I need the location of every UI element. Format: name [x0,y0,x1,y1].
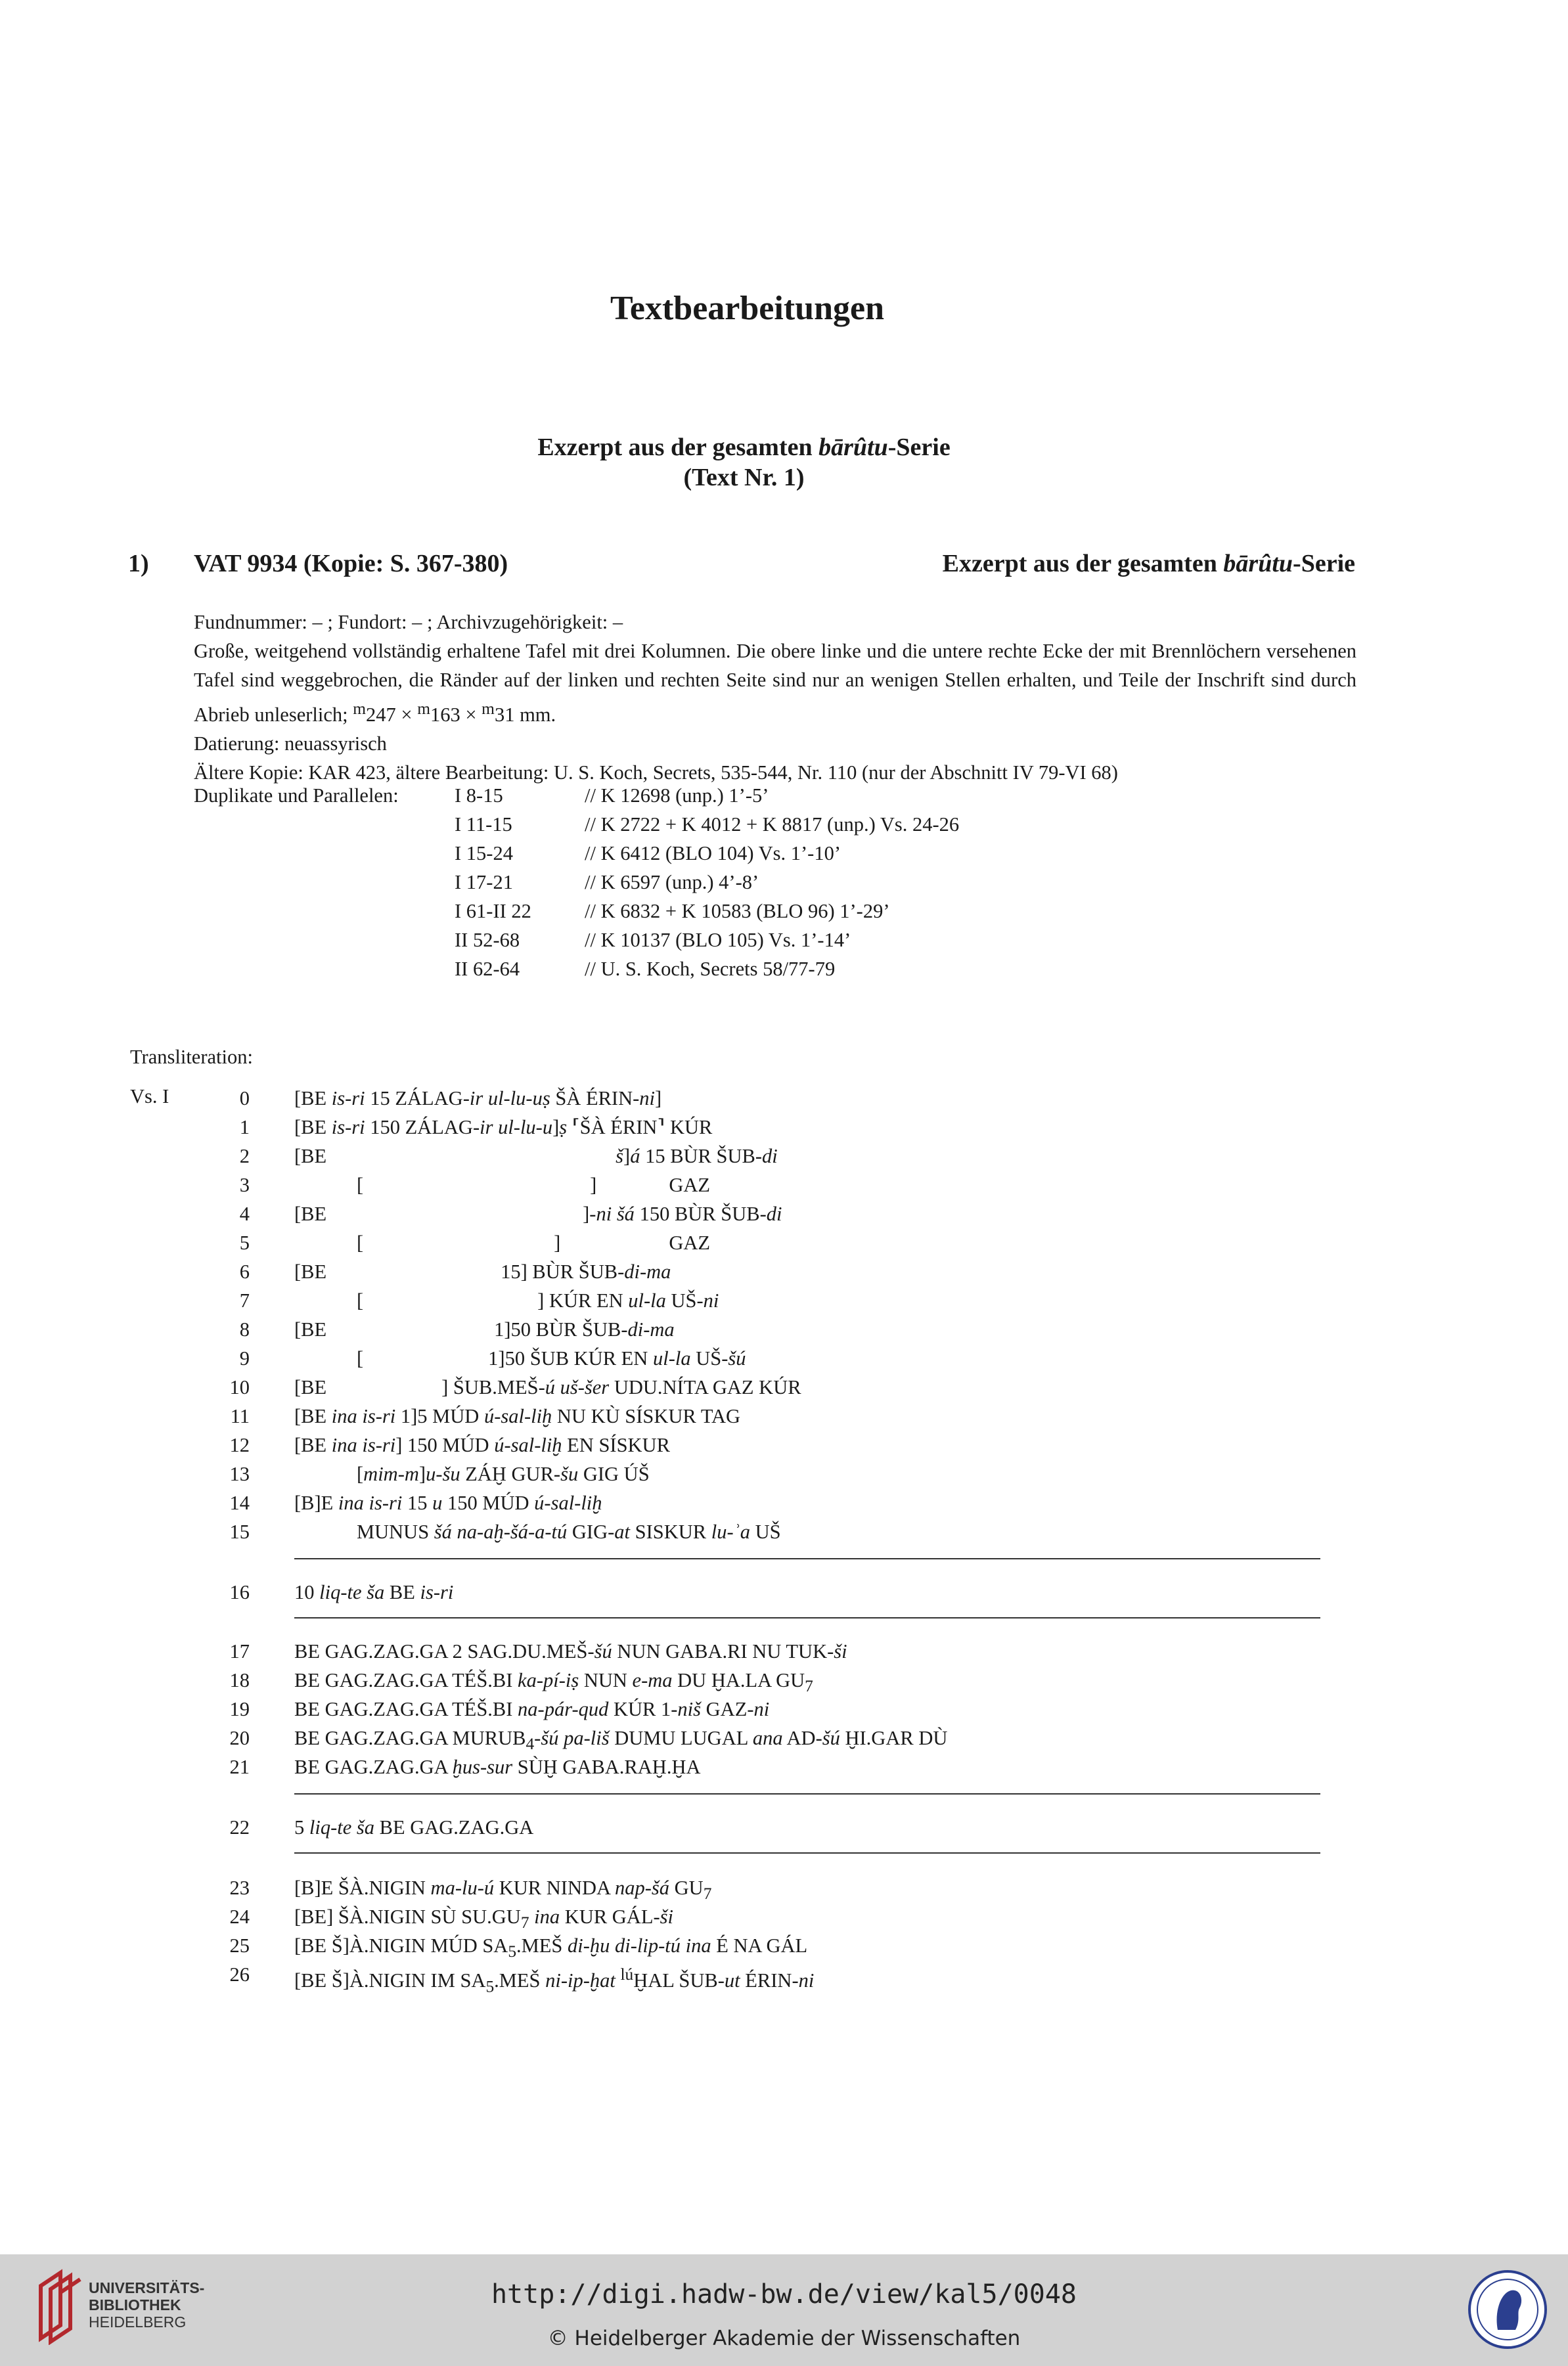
line-text: [BE 1]50 BÙR ŠUB-di-ma [294,1318,675,1341]
line-number: 23 [229,1877,250,1899]
duplicate-reference: // U. S. Koch, Secrets 58/77-79 [585,958,836,980]
line-text: [BE 15] BÙR ŠUB-di-ma [294,1261,671,1283]
line-text: BE GAG.ZAG.GA TÉŠ.BI na-pár-qud KÚR 1-niš GAZ-ni [294,1698,770,1720]
duplicate-reference: // K 6832 + K 10583 (BLO 96) 1’-29’ [585,900,890,922]
line-text: 5 liq-te ša BE GAG.ZAG.GA [294,1816,534,1839]
entry-number: 1) [128,550,149,577]
line-number: 2 [239,1145,250,1167]
line-number: 14 [229,1492,250,1514]
line-text: [BE] ŠÀ.NIGIN SÙ $SU.GU_7$ ina KUR GÁL-ši [294,1906,673,1932]
line-number: 25 [229,1934,250,1957]
line-number: 26 [229,1963,250,1986]
line-text: BE GAG.ZAG.GA ḫus-sur SÙḪ GABA.RAḪ.ḪA [294,1756,701,1778]
section-subtitle: Exzerpt aus der gesamten bārûtu-Serie (Text Nr. 1) [537,434,951,491]
description-block [194,608,1356,787]
line-number: 5 [239,1232,250,1254]
source-url[interactable]: http://digi.hadw-bw.de/view/kal5/0048 [491,2279,1077,2310]
line-number: 18 [229,1669,250,1691]
duplicate-reference: // K 2722 + K 4012 + K 8817 (unp.) Vs. 24-26 [585,813,960,836]
line-number: 13 [229,1463,250,1485]
line-text: 10 liq-te ša BE is-ri [294,1581,454,1603]
line-text: [BE ]-ni šá 150 BÙR ŠUB-di [294,1203,782,1225]
line-text: [ ] KÚR EN ul-la UŠ-ni [357,1289,719,1312]
transliteration-label: Transliteration: [130,1046,253,1068]
duplicate-range: I 17-21 [455,871,513,893]
duplicate-reference: // K 6597 (unp.) 4’-8’ [585,871,759,893]
entry-title: VAT 9934 (Kopie: S. 367-380) [194,550,508,577]
line-number: 20 [229,1727,250,1749]
line-text: [BE Š]À.NIGIN MÚD $SA_5.MEŠ$ di-ḫu di-lip-tú ina É NA GÁL [294,1934,808,1961]
line-text: [mim-m]u-šu ZÁḪ GUR-šu GIG ÚŠ [357,1463,650,1485]
line-text: BE GAG.ZAG.GA $MURUB_4-šú$ pa-liš DUMU LUGAL ana AD-šú ḪI.GAR DÙ [294,1727,948,1754]
line-number: 1 [239,1116,250,1138]
section-rule [294,1617,1320,1618]
line-number: 4 [239,1203,250,1225]
line-number: 8 [239,1318,250,1341]
line-text: [ ] GAZ [357,1232,711,1254]
library-name: UNIVERSITÄTS- BIBLIOTHEK HEIDELBERG [89,2279,205,2331]
older-copy: Ältere Kopie: KAR 423, ältere Bearbeitung: U. S. Koch, Secrets, 535-544, Nr. 110 (nur der Abschnitt IV 79-VI 68) [194,761,1118,784]
academy-seal-icon [1468,2267,1547,2352]
line-text: [BE ] ŠUB.MEŠ-ú uš-šer UDU.NÍTA GAZ KÚR [294,1376,801,1398]
line-number: 7 [239,1289,250,1312]
line-number: 19 [229,1698,250,1720]
line-text: [ ] GAZ [357,1174,711,1196]
line-number: 15 [229,1521,250,1543]
line-number: 21 [229,1756,250,1778]
line-text: MUNUS šá na-aḫ-šá-a-tú GIG-at SISKUR lu-ʾa UŠ [357,1521,781,1543]
duplicate-range: I 11-15 [455,813,512,836]
duplicate-range: I 8-15 [455,784,503,807]
line-text: [B]E ŠÀ.NIGIN ma-lu-ú KUR NINDA nap-šá $GU_7$ [294,1877,712,1904]
duplicate-reference: // K 12698 (unp.) 1’-5’ [585,784,769,807]
line-number: 24 [229,1906,250,1928]
page-title: Textbearbeitungen [610,290,884,327]
duplicate-range: I 15-24 [455,842,513,864]
section-rule [294,1852,1320,1854]
line-text: [BE is-ri 150 ZÁLAG-ir ul-lu-u]ṣ ⸢ŠÀ ÉRIN⸣ KÚR [294,1116,713,1138]
line-text: BE GAG.ZAG.GA TÉŠ.BI ka-pí-iṣ NUN e-ma DU ḪA.LA $GU_7$ [294,1669,813,1696]
line-text: [BE is-ri 15 ZÁLAG-ir ul-lu-uṣ ŠÀ ÉRIN-ni] [294,1087,662,1109]
line-text: [BE Š]À.NIGIN IM $SA_5.MEŠ$ ni-ip-ḫat $^{lú}$ḪAL ŠUB-ut ÉRIN-ni [294,1965,815,1996]
duplicate-range: I 61-II 22 [455,900,531,922]
line-text: [B]E ina is-ri 15 u 150 MÚD ú-sal-liḫ [294,1492,602,1514]
duplicate-range: II 62-64 [455,958,520,980]
line-number: 22 [229,1816,250,1839]
line-number: 17 [229,1640,250,1663]
line-text: [BE š]á 15 BÙR ŠUB-di [294,1145,778,1167]
line-number: 11 [230,1405,250,1427]
duplicates-label: Duplikate und Parallelen: [194,784,399,807]
line-text: BE GAG.ZAG.GA 2 SAG.DU.MEŠ-šú NUN GABA.RI NU TUK-ši [294,1640,847,1663]
line-number: 12 [229,1434,250,1456]
copyright: © Heidelberger Akademie der Wissenschaften [547,2327,1021,2350]
entry-series: Exzerpt aus der gesamten bārûtu-Serie [942,550,1355,577]
line-text: [BE ina is-ri] 150 MÚD ú-sal-liḫ EN SÍSKUR [294,1434,670,1456]
duplicate-reference: // K 10137 (BLO 105) Vs. 1’-14’ [585,929,851,951]
section-rule [294,1558,1320,1559]
line-number: 6 [239,1261,250,1283]
section-rule [294,1793,1320,1795]
dating: Datierung: neuassyrisch [194,732,387,755]
column-label: Vs. I [130,1085,169,1107]
line-number: 0 [239,1087,250,1109]
line-text: [ 1]50 ŠUB KÚR EN ul-la UŠ-šú [357,1347,746,1370]
tablet-description: Große, weitgehend vollständig erhaltene Tafel mit drei Kolumnen. Die obere linke und die untere rechte Ecke der mit Brennlöchern versehenen Tafel sind weggebrochen, die Ränder auf der linken und rechten Seite sind nur an wenigen Stellen erhalten, und Teile der Inschrift sind durch Abrieb unleserlich; $^m$247 × $^m$163 × $^m$31 mm. [194,640,1356,726]
duplicate-reference: // K 6412 (BLO 104) Vs. 1’-10’ [585,842,841,864]
duplicate-range: II 52-68 [455,929,520,951]
line-number: 16 [229,1581,250,1603]
line-number: 9 [239,1347,250,1370]
fund-info: Fundnummer: – ; Fundort: – ; Archivzugehörigkeit: – [194,611,623,633]
line-number: 3 [239,1174,250,1196]
line-number: 10 [229,1376,250,1398]
line-text: [BE ina is-ri 1]5 MÚD ú-sal-liḫ NU KÙ SÍSKUR TAG [294,1405,741,1427]
